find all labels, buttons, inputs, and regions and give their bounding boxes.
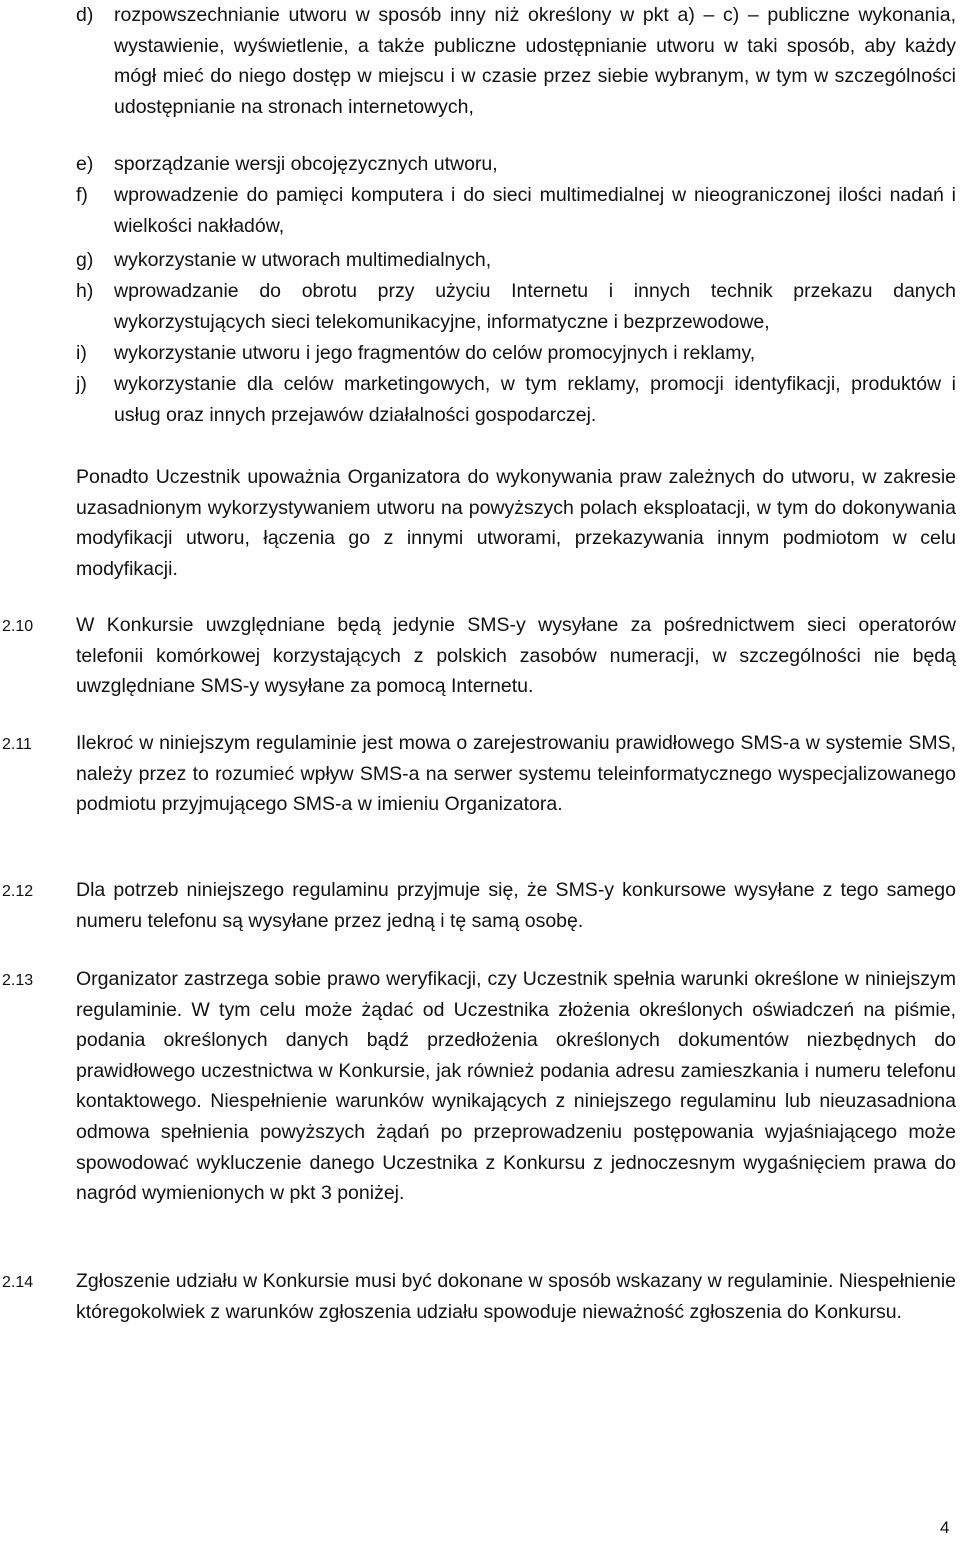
section-2-13-text: Organizator zastrzega sobie prawo weryfikacji, czy Uczestnik spełnia warunki określone w niniejszym regulaminie. W tym celu może żądać od Uczestnika złożenia określonych oświadczeń na piśmie, podania określonych danych bądź przedłożenia określonych dokumentów niezbędnych do prawidłowego uczestnictwa w Konkursie, jak również podania adresu zamieszkania i numeru telefonu kontaktowego. Niespełnienie warunków wynikających z niniejszego regulaminu lub nieuzasadniona odmowa spełnienia powyższych żądań po przeprowadzeniu postępowania wyjaśniającego może spowodować wykluczenie danego Uczestnika z Konkursu z jednoczesnym wygaśnięciem prawa do nagród wymienionych w pkt 3 poniżej. <box>76 968 956 1205</box>
list-letter: d) <box>76 4 94 26</box>
list-letter: e) <box>76 153 94 175</box>
section-2-10-text: W Konkursie uwzględniane będą jedynie SMS-y wysyłane za pośrednictwem sieci operatorów telefonii komórkowej korzystających z polskich zasobów numeracji, w szczególności nie będą uwzględniane SMS-y wysyłane za pomocą Internetu. <box>76 614 956 698</box>
list-text: rozpowszechnianie utworu w sposób inny niż określony w pkt a) – c) – publiczne wykonania, wystawienie, wyświetlenie, a także publiczne udostępnianie utworu w taki sposób, aby każdy mógł mieć do niego dostęp w miejscu i w czasie przez siebie wybranym, w tym w szczególności udostępnianie na stronach internetowych, <box>114 4 956 118</box>
list-letter: i) <box>76 342 87 364</box>
section-2-11-text: Ilekroć w niniejszym regulaminie jest mowa o zarejestrowaniu prawidłowego SMS-a w systemie SMS, należy przez to rozumieć wpływ SMS-a na serwer systemu teleinformatycznego wyspecjalizowanego podmiotu przyjmującego SMS-a w imieniu Organizatora. <box>76 732 956 816</box>
section-number: 2.10 <box>2 618 34 635</box>
list-text: sporządzanie wersji obcojęzycznych utworu, <box>114 153 498 175</box>
section-2-14-text: Zgłoszenie udziału w Konkursie musi być dokonane w sposób wskazany w regulaminie. Niespełnienie któregokolwiek z warunków zgłoszenia udziału spowoduje nieważność zgłoszenia do Konkursu. <box>76 1270 956 1323</box>
list-item-e <box>76 149 956 180</box>
section-number: 2.14 <box>2 1274 34 1291</box>
list-item-f <box>76 180 956 241</box>
list-text: wprowadzenie do pamięci komputera i do sieci multimedialnej w nieograniczonej ilości nadań i wielkości nakładów, <box>114 184 956 237</box>
list-item-g <box>76 245 956 276</box>
list-text: wykorzystanie utworu i jego fragmentów do celów promocyjnych i reklamy, <box>114 342 756 364</box>
section-number: 2.11 <box>2 736 32 753</box>
list-letter: h) <box>76 280 94 302</box>
list-letter: f) <box>76 184 88 206</box>
list-text: wprowadzanie do obrotu przy użyciu Internetu i innych technik przekazu danych wykorzystujących sieci telekomunikacyjne, informatyczne i bezprzewodowe, <box>114 280 956 333</box>
page-number: 4 <box>940 1518 950 1537</box>
list-item-d <box>76 0 956 122</box>
list-text: wykorzystanie w utworach multimedialnych, <box>114 249 492 271</box>
section-number: 2.12 <box>2 883 34 900</box>
list-letter: g) <box>76 249 94 271</box>
list-item-i <box>76 338 956 369</box>
list-letter: j) <box>76 373 87 395</box>
section-number: 2.13 <box>2 972 34 989</box>
section-2-12-text: Dla potrzeb niniejszego regulaminu przyjmuje się, że SMS-y konkursowe wysyłane z tego samego numeru telefonu są wysyłane przez jedną i tę samą osobę. <box>76 879 956 932</box>
ponadto-paragraph: Ponadto Uczestnik upoważnia Organizatora do wykonywania praw zależnych do utworu, w zakresie uzasadnionym wykorzystywaniem utworu na powyższych polach eksploatacji, w tym do dokonywania modyfikacji utworu, łączenia go z innymi utworami, przekazywania innym podmiotom w celu modyfikacji. <box>76 466 956 580</box>
list-item-j <box>76 369 956 430</box>
list-item-h <box>76 276 956 337</box>
list-text: wykorzystanie dla celów marketingowych, w tym reklamy, promocji identyfikacji, produktów i usług oraz innych przejawów działalności gospodarczej. <box>114 373 956 426</box>
